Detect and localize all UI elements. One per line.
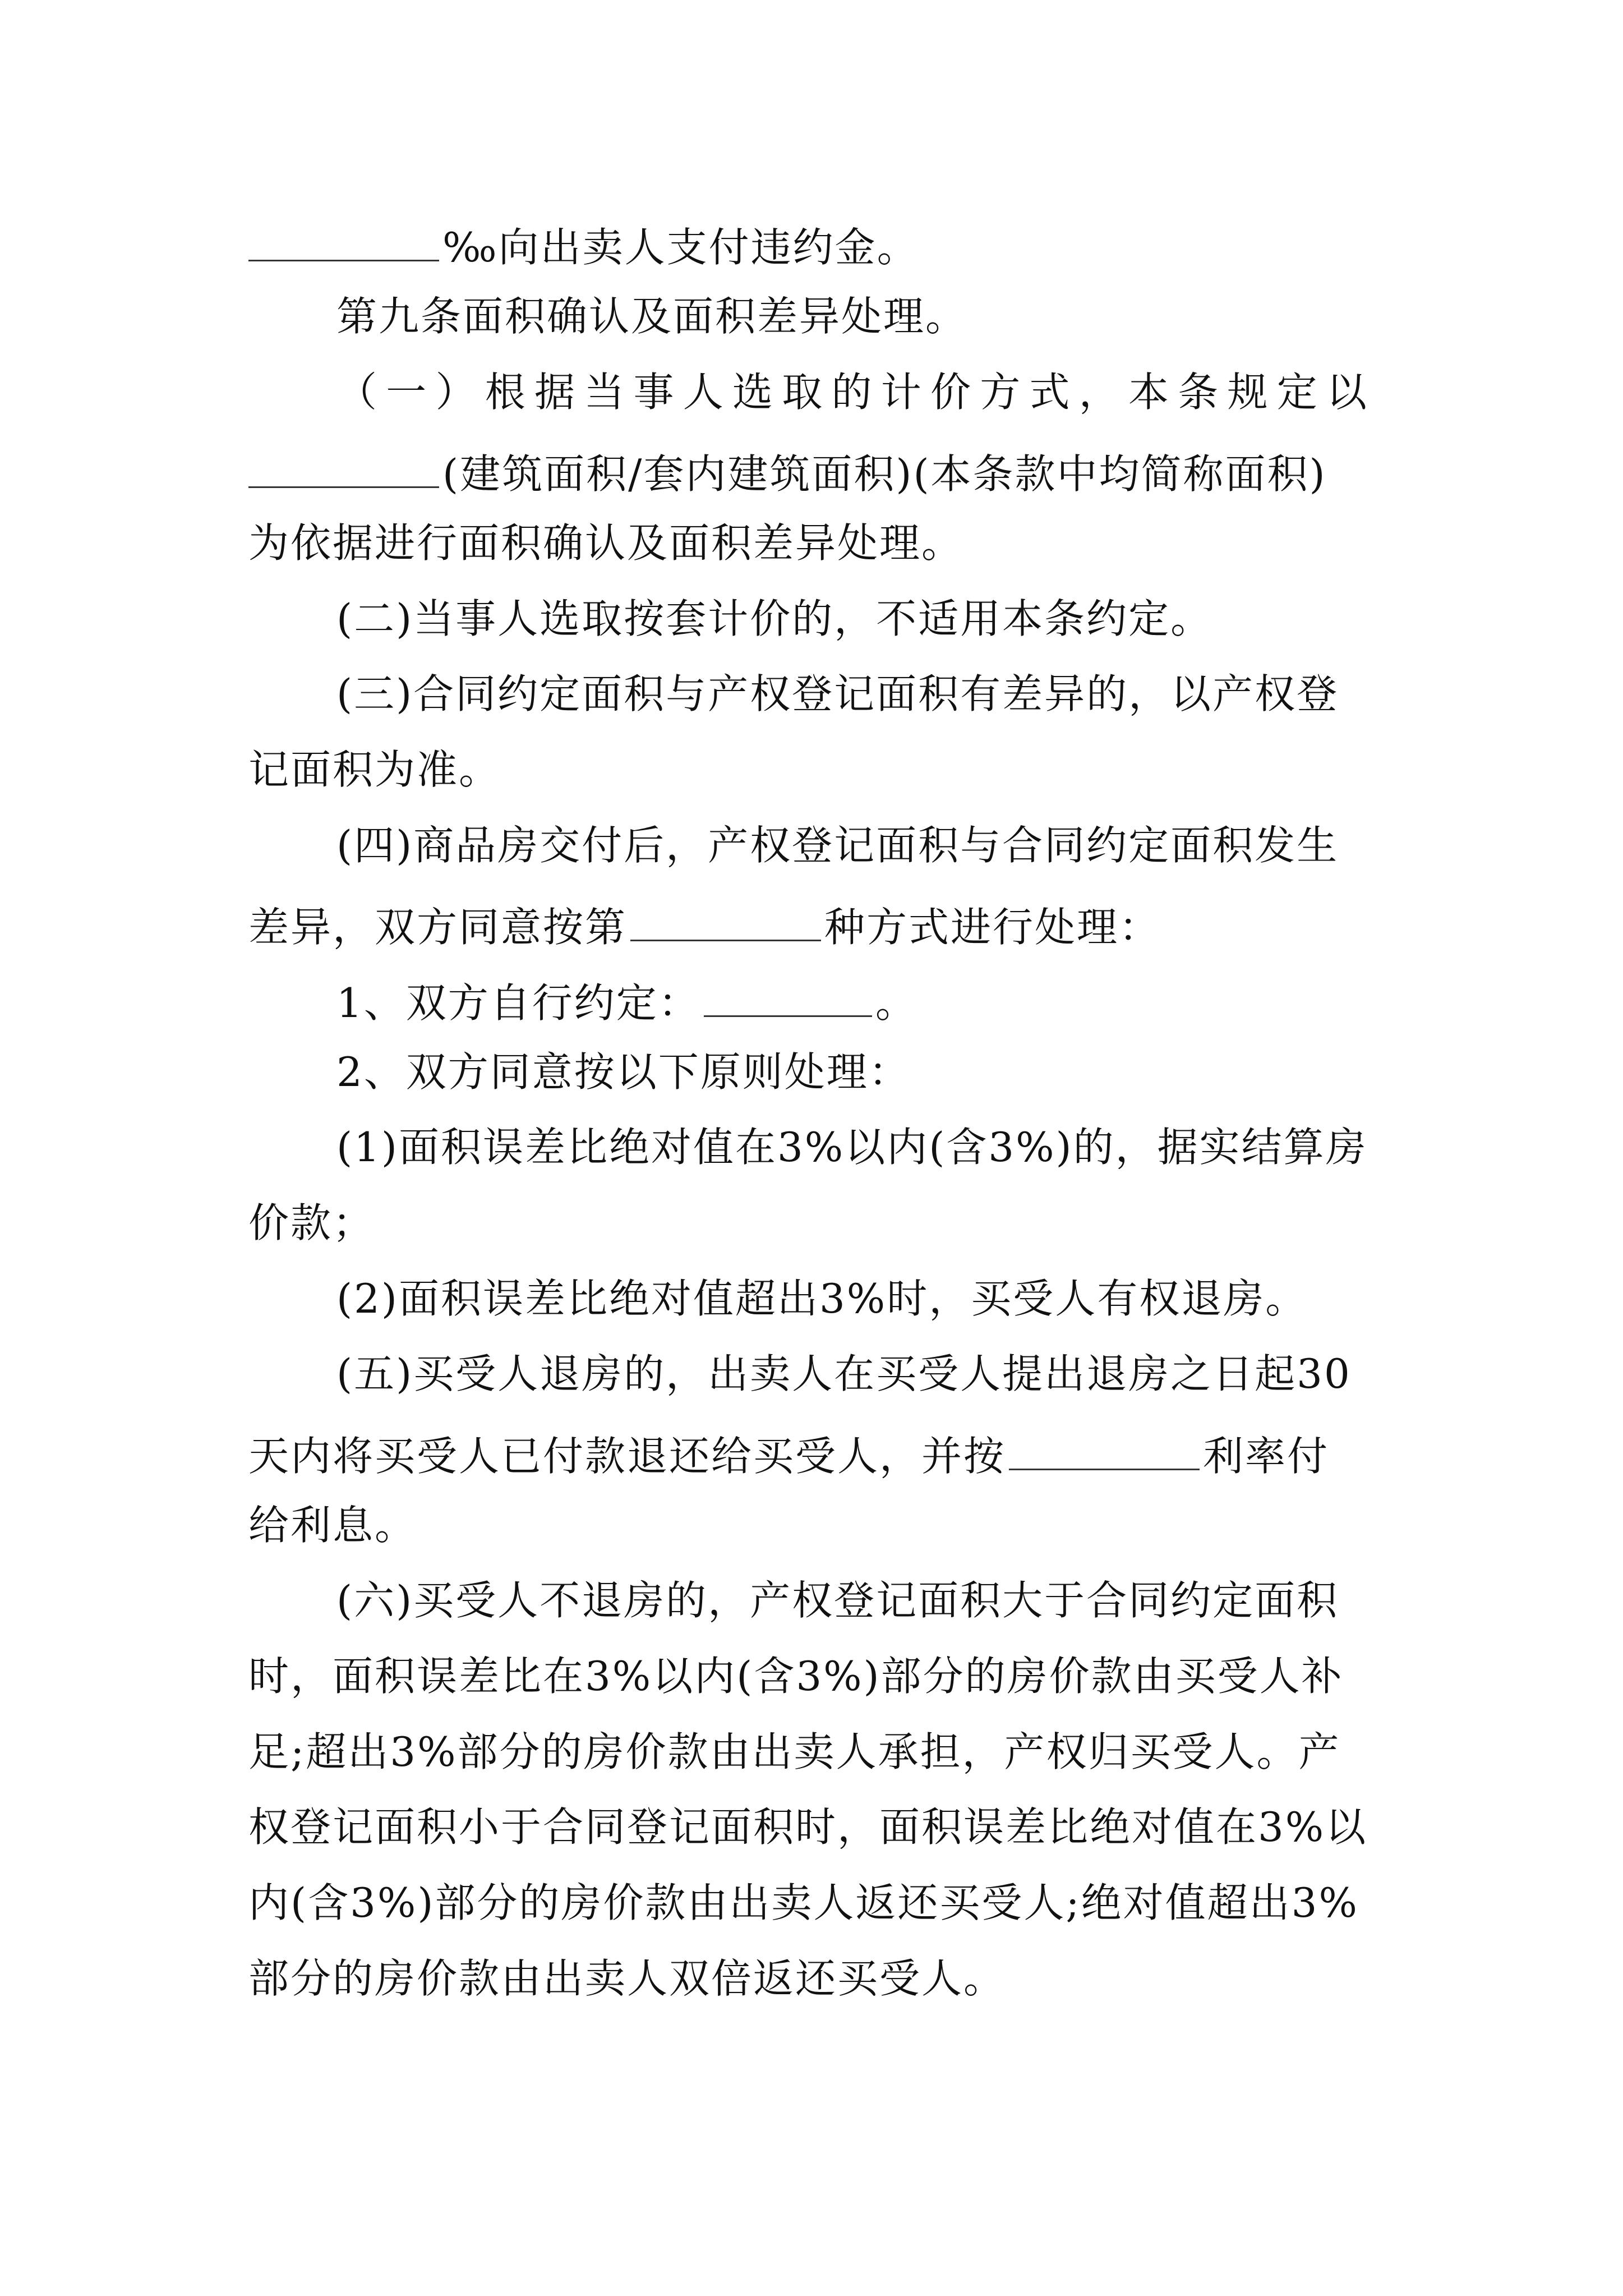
paragraph-line: 内(含3%)部分的房价款由出卖人返还买受人;绝对值超出3% bbox=[248, 1879, 1359, 1926]
fill-in-blank bbox=[630, 900, 821, 941]
paragraph-line bbox=[248, 900, 1415, 951]
paragraph-line: (四)商品房交付后，产权登记面积与合同约定面积发生 bbox=[336, 822, 1339, 869]
fill-in-blank bbox=[1009, 1429, 1200, 1470]
fill-in-blank bbox=[704, 976, 872, 1017]
paragraph-line: 为依据进行面积确认及面积差异处理。 bbox=[248, 519, 964, 567]
line-text: 。 bbox=[875, 979, 917, 1027]
fill-in-blank bbox=[248, 447, 439, 488]
paragraph-line: 权登记面积小于合同登记面积时，面积误差比绝对值在3%以 bbox=[248, 1803, 1368, 1851]
paragraph-line bbox=[248, 1429, 1415, 1480]
paragraph-line: 时，面积误差比在3%以内(含3%)部分的房价款由买受人补 bbox=[248, 1653, 1344, 1700]
paragraph-line: 足;超出3%部分的房价款由出卖人承担，产权归买受人。产 bbox=[248, 1728, 1341, 1775]
paragraph-line: (二)当事人选取按套计价的，不适用本条约定。 bbox=[336, 595, 1213, 642]
paragraph-line bbox=[336, 976, 1503, 1027]
line-text: 种方式进行处理： bbox=[824, 904, 1161, 951]
paragraph-line: 记面积为准。 bbox=[248, 746, 501, 793]
section-heading: 第九条面积确认及面积差异处理。 bbox=[336, 293, 968, 340]
paragraph-line: (三)合同约定面积与产权登记面积有差异的，以产权登 bbox=[336, 670, 1339, 717]
paragraph-line bbox=[248, 220, 1415, 271]
fill-in-blank bbox=[248, 220, 439, 261]
paragraph-line: (六)买受人不退房的，产权登记面积大于合同约定面积 bbox=[336, 1577, 1339, 1624]
paragraph-line bbox=[248, 447, 1415, 498]
line-text: 天内将买受人已付款退还给买受人，并按 bbox=[248, 1433, 1006, 1480]
paragraph-line: （一）根据当事人选取的计价方式，本条规定以 bbox=[336, 369, 1368, 416]
paragraph-line: 给利息。 bbox=[248, 1502, 417, 1549]
line-text: 利率付 bbox=[1203, 1433, 1330, 1480]
paragraph-line: (1)面积误差比绝对值在3%以内(含3%)的，据实结算房 bbox=[336, 1124, 1368, 1171]
line-text: ‰向出卖人支付违约金。 bbox=[442, 224, 919, 271]
paragraph-line: (2)面积误差比绝对值超出3%时，买受人有权退房。 bbox=[336, 1275, 1308, 1322]
line-text: (建筑面积/套内建筑面积)(本条款中均简称面积) bbox=[442, 450, 1327, 498]
paragraph-line: (五)买受人退房的，出卖人在买受人提出退房之日起30 bbox=[336, 1350, 1352, 1397]
paragraph-line: 2、双方同意按以下原则处理： bbox=[336, 1048, 911, 1096]
line-text: 差异，双方同意按第 bbox=[248, 904, 628, 951]
line-text: 1、双方自行约定： bbox=[336, 979, 700, 1027]
paragraph-line: 价款； bbox=[248, 1199, 375, 1246]
paragraph-line: 部分的房价款由出卖人双倍返还买受人。 bbox=[248, 1955, 1006, 2002]
